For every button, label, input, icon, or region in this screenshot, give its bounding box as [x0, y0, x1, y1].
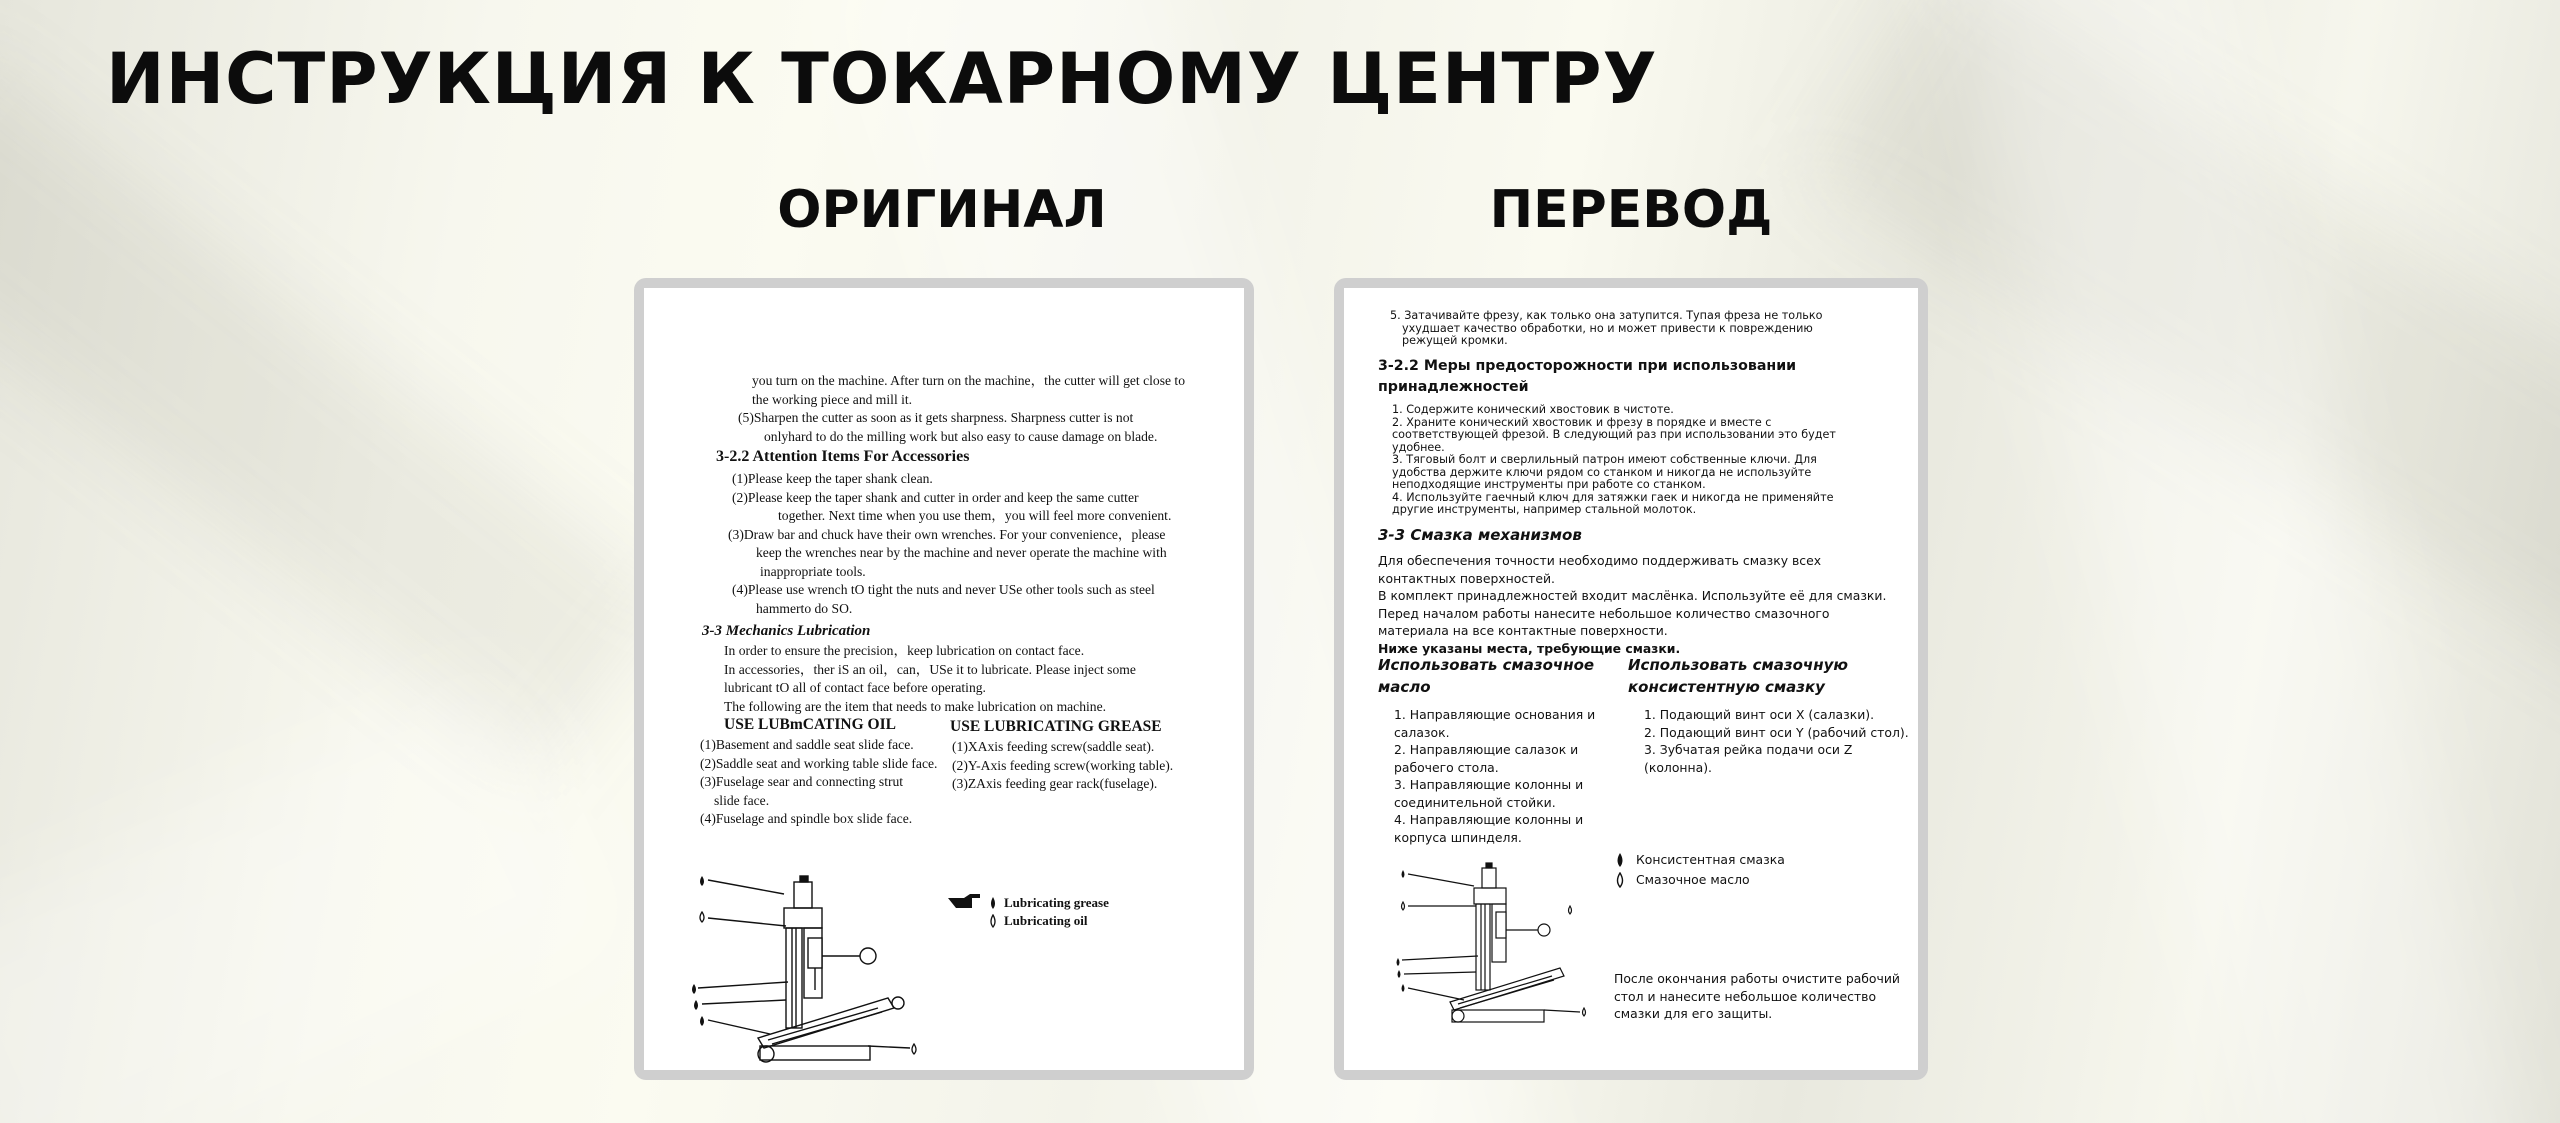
list-item: 4. Используйте гаечный ключ для затяжки гаек и никогда не применяйте другие инструменты, например стальной молоток.	[1392, 490, 1834, 516]
original-oil-list	[700, 736, 937, 829]
text-line: lubricant tO all of contact face before operating.	[724, 680, 986, 695]
list-item: 3. Направляющие колонны и соединительной стойки.	[1394, 777, 1584, 810]
original-oil-heading: USE LUBmCATING OIL	[724, 716, 896, 733]
text-line: keep the wrenches near by the machine and never operate the machine with	[756, 545, 1167, 560]
translation-accessories-heading: 3-2.2 Меры предосторожности при использовании принадлежностей	[1378, 358, 1797, 395]
translation-grease-list	[1644, 706, 1914, 776]
text-line: (1)Basement and saddle seat slide face.	[700, 737, 914, 752]
text-line: (3)Draw bar and chuck have their own wrenches. For your convenience，please	[728, 526, 1166, 542]
text-line: (3)ZAxis feeding gear rack(fuselage).	[952, 776, 1158, 791]
legend-oil-label: Lubricating oil	[1004, 913, 1088, 928]
original-accessories-heading: 3-2.2 Attention Items For Accessories	[716, 448, 970, 465]
original-document-frame	[634, 278, 1254, 1080]
text-line: режущей кромки.	[1402, 334, 1508, 347]
translation-accessories-list	[1392, 404, 1862, 517]
milling-machine-illustration	[688, 868, 948, 1068]
translation-closing-note: После окончания работы очистите рабочий стол и нанесите небольшое количество смазки для его защиты.	[1614, 971, 1900, 1021]
text-line: onlyhard to do the milling work but also easy to cause damage on blade.	[764, 428, 1158, 444]
text-line: hammerto do SO.	[756, 600, 853, 616]
oil-drop-icon	[1614, 872, 1626, 888]
list-item: 1. Содержите конический хвостовик в чистоте.	[1392, 403, 1674, 416]
legend-grease-label: Lubricating grease	[1004, 895, 1109, 910]
grease-drop-icon	[988, 896, 998, 910]
text-line: In order to ensure the precision，keep lubrication on contact face.	[724, 643, 1085, 658]
text-line: В комплект принадлежностей входит маслёнка. Используйте её для смазки.	[1378, 588, 1887, 603]
original-intro	[738, 372, 1185, 446]
original-grease-heading: USE LUBRICATING GREASE	[950, 718, 1162, 735]
legend-grease	[988, 894, 1109, 913]
list-item: 2. Подающий винт оси Y (рабочий стол).	[1644, 724, 1909, 740]
pointing-hand-icon	[946, 892, 982, 912]
text-line: Для обеспечения точности необходимо поддерживать смазку всех контактных поверхностей.	[1378, 553, 1822, 586]
text-line: (4)Fuselage and spindle box slide face.	[700, 811, 913, 826]
translation-oil-heading: Использовать смазочное масло	[1378, 656, 1595, 696]
milling-machine-illustration	[1394, 860, 1604, 1030]
grease-drop-icon	[1614, 852, 1626, 868]
list-item: 3. Тяговый болт и сверлильный патрон имеют собственные ключи. Для удобства держите ключи рядом со станком и никогда не используйте неподходящие инструменты при работе со станком.	[1392, 453, 1817, 491]
list-item: 3. Зубчатая рейка подачи оси Z (колонна).	[1644, 742, 1853, 775]
text-line: you turn on the machine. After turn on the machine，the cutter will get close to	[752, 373, 1185, 388]
translation-lubrication-heading: 3-3 Смазка механизмов	[1378, 526, 1582, 544]
legend-oil-label: Смазочное масло	[1636, 872, 1750, 887]
text-line: (1)XAxis feeding screw(saddle seat).	[952, 739, 1155, 754]
legend-oil	[988, 912, 1087, 931]
text-line: inappropriate tools.	[760, 563, 866, 579]
translation-document-frame	[1334, 278, 1928, 1080]
text-line: Ниже указаны места, требующие смазки.	[1378, 640, 1681, 656]
text-line: (2)Saddle seat and working table slide face.	[700, 755, 938, 771]
original-lubrication-text	[724, 642, 1136, 716]
text-line: slide face.	[714, 792, 770, 808]
text-line: together. Next time when you use them，you will feel more convenient.	[778, 508, 1172, 523]
original-lubrication-heading: 3-3 Mechanics Lubrication	[702, 623, 871, 639]
text-line: In accessories，ther iS an oil，can，USe it to lubricate. Please inject some	[724, 661, 1136, 677]
original-column-title: ОРИГИНАЛ	[777, 180, 1107, 240]
translation-column-title: ПЕРЕВОД	[1489, 180, 1773, 240]
translation-oil-list	[1394, 706, 1614, 846]
original-grease-list	[952, 738, 1173, 794]
list-item: 2. Направляющие салазок и рабочего стола.	[1394, 742, 1579, 775]
text-line: ухудшает качество обработки, но и может привести к повреждению	[1402, 321, 1813, 335]
text-line: The following are the item that needs to make lubrication on machine.	[724, 698, 1107, 714]
list-item: 1. Подающий винт оси X (салазки).	[1644, 707, 1875, 722]
legend-grease-label: Консистентная смазка	[1636, 852, 1785, 867]
page-title: ИНСТРУКЦИЯ К ТОКАРНОМУ ЦЕНТРУ	[106, 38, 1658, 120]
translation-grease-heading: Использовать смазочную консистентную смазку	[1628, 656, 1848, 696]
translation-lubrication-text	[1378, 552, 1888, 657]
text-line: Перед началом работы нанесите небольшое количество смазочного материала на все контактные поверхности.	[1378, 605, 1830, 638]
text-line: (3)Fuselage sear and connecting strut	[700, 774, 904, 789]
text-line: the working piece and mill it.	[752, 391, 913, 407]
text-line: 5. Затачивайте фрезу, как только она затупится. Тупая фреза не только	[1390, 309, 1823, 322]
legend-grease	[1614, 850, 1785, 870]
text-line: (1)Please keep the taper shank clean.	[732, 471, 933, 486]
translation-legend	[1614, 850, 1785, 890]
text-line: (5)Sharpen the cutter as soon as it gets sharpness. Sharpness cutter is not	[738, 410, 1134, 425]
oil-drop-icon	[988, 914, 998, 928]
text-line: (4)Please use wrench tO tight the nuts and never USe other tools such as steel	[732, 582, 1155, 597]
text-line: (2)Y-Axis feeding screw(working table).	[952, 757, 1174, 773]
legend-oil	[1614, 870, 1785, 890]
original-accessories-list	[728, 470, 1172, 618]
translation-intro	[1390, 310, 1890, 348]
list-item: 1. Направляющие основания и салазок.	[1394, 707, 1596, 740]
translation-document-page	[1344, 288, 1918, 1070]
original-document-page	[644, 288, 1244, 1070]
list-item: 2. Храните конический хвостовик и фрезу в порядке и вместе с соответствующей фрезой. В следующий раз при использовании это будет удобнее.	[1392, 415, 1836, 454]
list-item: 4. Направляющие колонны и корпуса шпинделя.	[1394, 812, 1584, 845]
text-line: (2)Please keep the taper shank and cutter in order and keep the same cutter	[732, 489, 1139, 505]
